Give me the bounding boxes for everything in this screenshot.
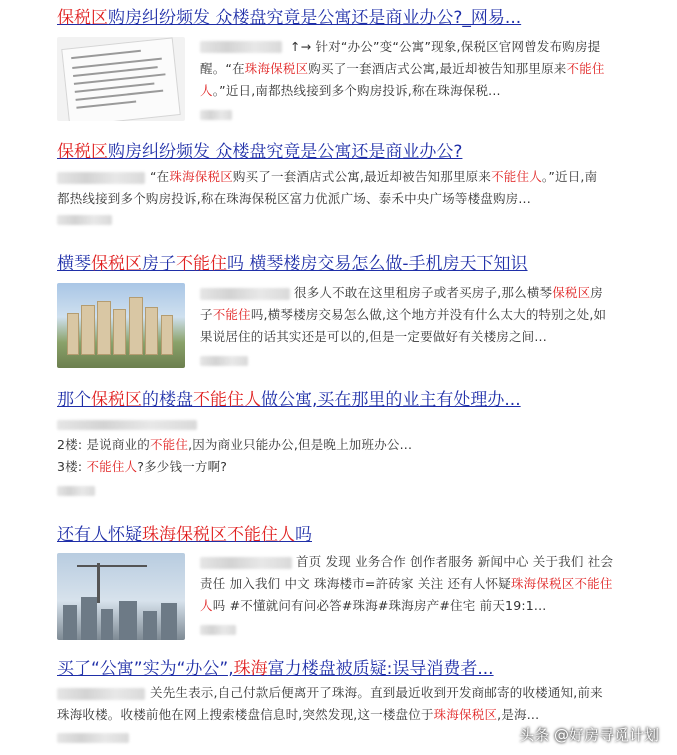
text-segment: 很多人不敢在这里租房子或者买房子,那么横琴 — [294, 285, 553, 300]
text-segment: 。”近日,南都热线接到多个购房投诉,称在珠海保税... — [212, 83, 501, 98]
highlighted-keyword: 人 — [200, 598, 213, 613]
highlighted-keyword: 保税区 — [552, 285, 591, 300]
result-snippet-line — [200, 326, 547, 348]
text-segment: ?多少钱一方啊? — [137, 459, 228, 474]
result-title-link[interactable] — [57, 253, 528, 275]
text-segment: 珠海收楼。收楼前他在网上搜索楼盘信息时,突然发现,这一楼盘位于 — [57, 707, 434, 722]
watermark-text: 头条 @好房寻觅计划 — [519, 726, 659, 744]
result-snippet-line — [290, 36, 600, 58]
highlighted-keyword: 珠海保税区 — [169, 169, 233, 184]
highlighted-keyword: 不能住人 — [193, 390, 261, 410]
highlighted-keyword: 珠海保税区不能住 — [510, 576, 613, 591]
result-snippet-line — [200, 595, 546, 617]
highlighted-keyword: 珠海保税区不能住人 — [142, 525, 295, 545]
text-segment: 3楼: — [57, 459, 87, 474]
text-segment: ,是海... — [497, 707, 540, 722]
highlighted-keyword: 不能住 — [566, 61, 605, 76]
text-segment: 还有人怀疑 — [57, 525, 142, 545]
result-snippet-line — [57, 188, 531, 210]
highlighted-keyword: 珠海保税区 — [244, 61, 309, 76]
highlighted-keyword: 珠海保税区 — [433, 707, 498, 722]
highlighted-keyword: 保税区 — [91, 390, 142, 410]
text-segment: 购买了一套酒店式公寓,最近却被告知那里原来 — [308, 61, 567, 76]
text-segment: ,因为商业只能办公,但是晚上加班办公... — [188, 437, 413, 452]
highlighted-keyword: 不能住 — [149, 437, 189, 452]
text-segment: 购房纠纷频发 众楼盘究竟是公寓还是商业办公?_网易... — [108, 8, 522, 28]
result-snippet-line — [150, 166, 597, 188]
text-segment: 购房纠纷频发 众楼盘究竟是公寓还是商业办公? — [108, 142, 463, 162]
redacted-meta — [200, 625, 236, 635]
highlighted-keyword: 保税区 — [91, 254, 142, 274]
result-snippet-line — [296, 551, 613, 573]
text-segment: 吗 横琴楼房交易怎么做-手机房天下知识 — [227, 254, 528, 274]
redacted-source — [200, 557, 292, 569]
result-thumbnail-document[interactable] — [57, 37, 185, 121]
redacted-meta — [200, 110, 232, 120]
text-segment: “在 — [150, 169, 170, 184]
redacted-source — [200, 41, 282, 53]
redacted-source — [57, 172, 145, 184]
text-segment: ↑→ 针对“办公”变“公寓”现象,保税区官网曾发布购房提 — [290, 39, 601, 54]
text-segment: 吗 — [295, 525, 312, 545]
result-title-link[interactable] — [57, 141, 462, 163]
highlighted-keyword: 保税区 — [57, 8, 108, 28]
redacted-meta — [57, 733, 129, 743]
highlighted-keyword: 不能住人 — [86, 459, 138, 474]
result-title-link[interactable] — [57, 7, 521, 29]
redacted-meta — [200, 356, 248, 366]
result-snippet-line — [57, 456, 227, 478]
redacted-source — [200, 288, 290, 300]
text-segment: 购买了一套酒店式公寓,最近却被告知那里原来 — [232, 169, 492, 184]
text-segment: 子 — [200, 307, 213, 322]
result-title-link[interactable] — [57, 658, 494, 680]
text-segment: 2楼: 是说商业的 — [57, 437, 150, 452]
text-segment: 吗,横琴楼房交易怎么做,这个地方并没有什么太大的特别之处,如 — [250, 307, 607, 322]
result-snippet-line — [200, 80, 501, 102]
redacted-meta — [57, 215, 112, 225]
highlighted-keyword: 不能住 — [176, 254, 227, 274]
redacted-meta — [57, 486, 95, 496]
result-title-link[interactable] — [57, 389, 521, 411]
highlighted-keyword: 不能住人 — [491, 169, 542, 184]
text-segment: 那个 — [57, 390, 91, 410]
highlighted-keyword: 珠海 — [233, 659, 268, 679]
text-segment: 的楼盘 — [142, 390, 193, 410]
text-segment: 房子 — [142, 254, 176, 274]
text-segment: 关先生表示,自己付款后便离开了珠海。直到最近收到开发商邮寄的收楼通知,前来 — [150, 685, 603, 700]
redacted-source — [57, 688, 145, 700]
result-thumbnail-construction[interactable] — [57, 553, 185, 640]
text-segment: 吗 #不懂就问有问必答#珠海#珠海房产#住宅 前天19:1... — [212, 598, 547, 613]
text-segment: 果说居住的话其实还是可以的,但是一定要做好有关楼房之间... — [200, 329, 547, 344]
result-snippet-line — [57, 434, 412, 456]
text-segment: 买了“公寓”实为“办公”, — [57, 659, 234, 679]
text-segment: 首页 发现 业务合作 创作者服务 新闻中心 关于我们 社会 — [296, 554, 614, 569]
result-snippet-line — [294, 282, 603, 304]
text-segment: 房 — [590, 285, 603, 300]
text-segment: 做公寓,买在那里的业主有处理办... — [261, 390, 521, 410]
result-snippet-line — [200, 58, 605, 80]
highlighted-keyword: 人 — [200, 83, 213, 98]
result-snippet-line — [57, 704, 539, 726]
result-title-link[interactable] — [57, 524, 312, 546]
text-segment: 富力楼盘被质疑:误导消费者... — [267, 659, 494, 679]
result-snippet-line — [150, 682, 603, 704]
result-snippet-line — [200, 304, 606, 326]
result-thumbnail-buildings[interactable] — [57, 283, 185, 368]
result-snippet-line — [200, 573, 613, 595]
highlighted-keyword: 保税区 — [57, 142, 108, 162]
text-segment: 横琴 — [57, 254, 91, 274]
text-segment: 。”近日,南 — [541, 169, 598, 184]
redacted-source — [57, 420, 197, 430]
text-segment: 醒。“在 — [200, 61, 245, 76]
highlighted-keyword: 不能住 — [212, 307, 251, 322]
text-segment: 责任 加入我们 中文 珠海楼市=許砖家 关注 还有人怀疑 — [200, 576, 511, 591]
text-segment: 都热线接到多个购房投诉,称在珠海保税区富力优派广场、泰禾中央广场等楼盘购房... — [57, 191, 531, 206]
